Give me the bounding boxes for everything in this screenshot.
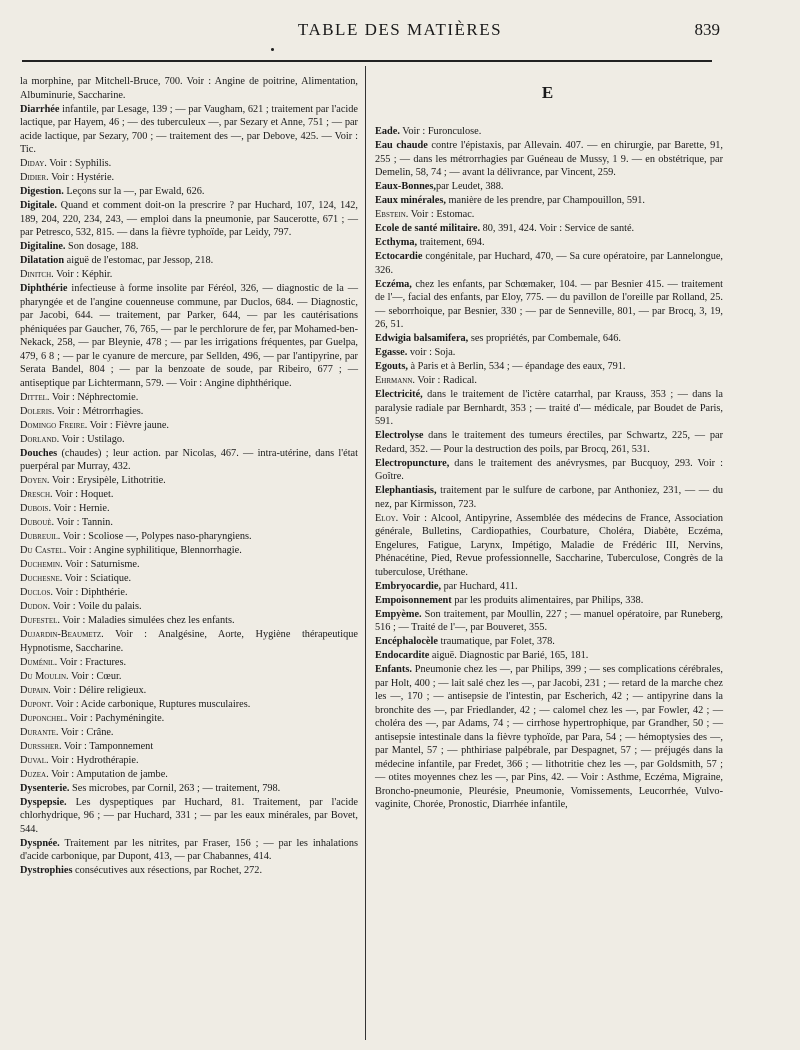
entry-heading: Diarrhée bbox=[20, 103, 60, 115]
index-entry bbox=[375, 180, 723, 194]
entry-text: Voir : Analgésine, Aorte, Hygiène thérapeutique Hypnotisme, Saccharine. bbox=[20, 629, 358, 654]
entry-heading: Empyème. bbox=[375, 608, 422, 620]
entry-text: Voir : Scoliose —, Polypes naso-pharyngiens. bbox=[60, 531, 252, 542]
entry-heading: Electricité, bbox=[375, 389, 423, 400]
index-entry bbox=[375, 250, 723, 277]
entry-text: Son traitement, par Moullin, 227 ; — manuel opératoire, par Runeberg, 516 ; — Traité de l'—, par Bouveret, 355. bbox=[375, 608, 723, 633]
entry-text: Les dyspeptiques par Huchard, 81. Traitement, par l'acide chlorhydrique, 96 ; — par Huchard, 331 ; — par les eaux minérales, par Bovet, 544. bbox=[20, 796, 358, 835]
header-rule bbox=[22, 60, 712, 62]
entry-text: Voir : Fièvre jaune. bbox=[87, 419, 170, 431]
entry-heading: Dufestel. bbox=[20, 615, 60, 626]
index-entry bbox=[375, 208, 723, 222]
index-entry bbox=[20, 698, 358, 712]
entry-text: Voir : Voile du palais. bbox=[50, 601, 142, 612]
entry-heading: Digitale. bbox=[20, 200, 57, 211]
index-entry bbox=[20, 670, 358, 684]
entry-heading: Ecole de santé militaire. bbox=[375, 223, 481, 234]
entry-text: par Huchard, 411. bbox=[441, 580, 518, 592]
index-entry bbox=[375, 360, 723, 374]
entry-heading: Dinitch. bbox=[20, 269, 54, 280]
index-entry bbox=[375, 125, 723, 139]
index-entry bbox=[375, 635, 723, 649]
index-entry bbox=[375, 346, 723, 360]
entry-text: traitement, 694. bbox=[417, 237, 485, 248]
index-entry bbox=[20, 502, 358, 516]
entry-heading: Eaux minérales, bbox=[375, 195, 446, 206]
entry-heading: Dorland. bbox=[20, 433, 60, 445]
entry-heading: Dubois. bbox=[20, 503, 52, 514]
entry-text: Voir : Hernie. bbox=[51, 503, 110, 514]
entry-text: manière de les prendre, par Champouillon, 591. bbox=[445, 195, 645, 206]
entry-text: par Leudet, 388. bbox=[435, 181, 504, 192]
index-entry bbox=[20, 586, 358, 600]
header-dot bbox=[271, 48, 274, 51]
running-title: TABLE DES MATIÈRES bbox=[297, 20, 503, 39]
index-entry bbox=[375, 663, 723, 812]
index-entry bbox=[375, 374, 723, 388]
entry-heading: Diday. bbox=[20, 158, 47, 169]
entry-heading: Eaux-Bonnes, bbox=[375, 181, 436, 192]
index-entry bbox=[20, 282, 358, 390]
entry-text: Voir : Néphrectomie. bbox=[49, 391, 139, 403]
entry-heading: Dresch. bbox=[20, 489, 53, 500]
entry-heading: Duchemin. bbox=[20, 559, 63, 570]
right-entries bbox=[375, 125, 723, 812]
entry-heading: Dubreuil. bbox=[20, 531, 61, 542]
entry-heading: Du Moulin. bbox=[20, 670, 69, 682]
entry-heading: Du Castel. bbox=[20, 545, 67, 556]
entry-text: Voir : Maladies simulées chez les enfants. bbox=[59, 615, 235, 626]
entry-text: Voir : Estomac. bbox=[408, 209, 475, 220]
entry-text: chez les enfants, par Schœmaker, 104. — par Besnier 415. — traitement de l'—, facial des enfants, par Eloy, 775. — du pavillon de l'oreille par Rolland, 25. — seborrhoique, par Besnier, 330 ; — par de Senneville, 801, — par Brocq, 3, 19, 26, 51. bbox=[375, 278, 723, 330]
index-entry bbox=[20, 157, 358, 171]
index-entry bbox=[20, 254, 358, 268]
index-entry bbox=[20, 782, 358, 796]
entry-heading: Encéphalocèle bbox=[375, 636, 438, 647]
index-entry bbox=[20, 656, 358, 670]
index-entry bbox=[20, 614, 358, 628]
entry-heading: Durssher. bbox=[20, 740, 62, 752]
entry-heading: Douches bbox=[20, 447, 58, 459]
index-entry bbox=[20, 391, 358, 405]
index-entry bbox=[20, 171, 358, 185]
index-entry bbox=[20, 488, 358, 502]
index-entry bbox=[20, 419, 358, 433]
index-entry bbox=[20, 474, 358, 488]
entry-text: Voir : Hoquet. bbox=[52, 489, 114, 500]
entry-heading: Dudon. bbox=[20, 601, 51, 612]
index-entry bbox=[20, 628, 358, 655]
entry-text: Voir : Cœur. bbox=[68, 670, 122, 682]
entry-heading: Empoisonnement bbox=[375, 594, 452, 606]
section-letter: E bbox=[541, 83, 557, 102]
entry-text: Traitement par les nitrites, par Fraser, 156 ; — par les inhalations d'acide carbonique, par Dupont, 413, — par Chabannes, 414. bbox=[20, 837, 358, 862]
entry-text: Voir : Métrorrhagies. bbox=[54, 405, 144, 417]
entry-text: Voir : Erysipèle, Lithotritie. bbox=[49, 475, 166, 486]
entry-text: Voir : Saturnisme. bbox=[62, 559, 140, 570]
entry-text: Voir : Syphilis. bbox=[46, 158, 112, 169]
entry-text: Voir : Radical. bbox=[414, 375, 477, 386]
index-entry bbox=[375, 457, 723, 484]
index-entry bbox=[375, 594, 723, 608]
entry-heading: Eade. bbox=[375, 126, 400, 137]
entry-text: Voir : Furonculose. bbox=[399, 126, 482, 137]
index-entry bbox=[20, 572, 358, 586]
entry-heading: Enfants. bbox=[375, 664, 412, 675]
entry-text: Voir : Sciatique. bbox=[62, 573, 132, 584]
entry-heading: Eloy. bbox=[375, 512, 399, 524]
index-entry bbox=[20, 740, 358, 754]
entry-heading: Digitaline. bbox=[20, 241, 66, 252]
index-entry bbox=[375, 512, 723, 580]
entry-text: ses propriétés, par Combemale, 646. bbox=[468, 333, 621, 344]
entry-heading: Dysenterie. bbox=[20, 782, 70, 794]
left-column bbox=[20, 75, 358, 878]
index-entry bbox=[20, 726, 358, 740]
index-entry bbox=[375, 429, 723, 456]
entry-text: contre l'épistaxis, par Allevain. 407. — en chirurgie, par Barette, 91, 255 ; — dans les métrorrhagies par Guéneau de Mussy, 1 9. — en obstétrique, par Demelin, 58, 74 ; — avant la délivrance, par Vincent, 259. bbox=[375, 140, 723, 178]
entry-heading: Electrolyse bbox=[375, 430, 424, 441]
index-entry bbox=[20, 600, 358, 614]
entry-text: Voir : Tannin. bbox=[54, 517, 113, 528]
index-entry bbox=[20, 447, 358, 474]
entry-heading: Dupain. bbox=[20, 684, 51, 696]
entry-text: Ses microbes, par Cornil, 263 ; — traitement, 798. bbox=[69, 782, 281, 794]
index-entry bbox=[20, 103, 358, 157]
entry-text: dans le traitement des anévrysmes, par Bucquoy, 293. Voir : Goître. bbox=[375, 457, 723, 482]
index-entry bbox=[20, 837, 358, 864]
entry-heading: Duménil. bbox=[20, 656, 58, 668]
entry-heading: Electropuncture, bbox=[375, 457, 450, 469]
index-entry bbox=[20, 405, 358, 419]
entry-heading: Dittel. bbox=[20, 391, 50, 403]
index-entry bbox=[375, 278, 723, 332]
index-entry bbox=[20, 240, 358, 254]
index-entry bbox=[375, 484, 723, 511]
entry-text: Voir : Képhir. bbox=[53, 269, 113, 280]
entry-text: consécutives aux résections, par Rochet, 272. bbox=[72, 865, 263, 876]
entry-heading: Domingo Freire. bbox=[20, 419, 88, 431]
entry-heading: Didier. bbox=[20, 172, 49, 183]
entry-heading: Eczéma, bbox=[375, 278, 412, 290]
entry-text: Voir : Diphthérie. bbox=[52, 587, 128, 598]
index-entry bbox=[20, 268, 358, 282]
entry-heading: Dupont. bbox=[20, 698, 54, 710]
index-entry bbox=[375, 236, 723, 250]
index-entry bbox=[375, 139, 723, 180]
index-entry bbox=[20, 684, 358, 698]
entry-heading: Dyspepsie. bbox=[20, 796, 67, 808]
entry-text: traumatique, par Folet, 378. bbox=[437, 636, 555, 647]
entry-text: Voir : Acide carbonique, Ruptures musculaires. bbox=[53, 698, 251, 710]
entry-text: Voir : Fractures. bbox=[57, 656, 127, 668]
entry-heading: Dyspnée. bbox=[20, 837, 60, 849]
entry-heading: Eau chaude bbox=[375, 140, 428, 151]
entry-heading: Durante. bbox=[20, 726, 59, 738]
entry-heading: Ebstein. bbox=[375, 209, 409, 220]
index-entry bbox=[20, 75, 358, 102]
index-entry bbox=[20, 433, 358, 447]
right-column bbox=[375, 75, 723, 812]
entry-text: Pneumonie chez les —, par Philips, 399 ; — ses complications cérébrales, par Holt, 400 ; — lait salé chez les —, par Jacobi, 231 ; — retard de la marche chez les —, 170 ; — antisepsie de l'intestin, par Escherich, 42 ; — antipyrine dans la bronchite des —, par Friedlander, 42 ; — calomel chez les —, par Fowler, 42 ; — choléra des —, par Adams, 74 ; — cirrhose hypertrophique, par Grandher, 50 ; — antisepsie intestinale dans la fièvre typhoïde, par Para, 54 ; — hémoptysies des —, par Mantel, 57 ; — phthiriase palpébrale, par Despagnet, 57 ; — préjugés dans la médecine infantile, par Fredet, 366 ; — lithotritie chez les —, par Goldsmith, 57 ; — otites moyennes chez les —, par Pins, 42. — Voir : Asthme, Eczéma, Migraine, Broncho-pneumonie, Pleurésie, Pneumonie, Vomissements, Leucorrhée, Vulvo-vaginite, Chorée, Pronostic, Diarrhée infantile, bbox=[375, 664, 723, 810]
entry-heading: Dystrophies bbox=[20, 865, 73, 876]
entry-heading: Duval. bbox=[20, 754, 49, 766]
entry-heading: Duzea. bbox=[20, 768, 49, 780]
entry-text: Son dosage, 188. bbox=[65, 241, 139, 252]
index-entry bbox=[20, 712, 358, 726]
index-entry bbox=[375, 388, 723, 429]
entry-text: Voir : Délire religieux. bbox=[50, 684, 147, 696]
entry-heading: Ehrmann. bbox=[375, 375, 415, 386]
entry-heading: Egouts, bbox=[375, 361, 408, 372]
entry-heading: Doleris. bbox=[20, 405, 55, 417]
index-entry bbox=[20, 199, 358, 240]
entry-text: par les produits alimentaires, par Philips, 338. bbox=[451, 594, 644, 606]
entry-text: aiguë. Diagnostic par Barié, 165, 181. bbox=[429, 650, 589, 661]
entry-text: Voir : Tamponnement bbox=[61, 740, 154, 752]
entry-heading: Embryocardie, bbox=[375, 580, 442, 592]
entry-text: Voir : Amputation de jambe. bbox=[48, 768, 168, 780]
entry-heading: Digestion. bbox=[20, 186, 64, 197]
index-entry bbox=[375, 608, 723, 635]
entry-text: Voir : Crâne. bbox=[58, 726, 114, 738]
index-entry bbox=[20, 544, 358, 558]
index-entry bbox=[20, 768, 358, 782]
index-entry bbox=[20, 558, 358, 572]
entry-text: traitement par le sulfure de carbone, par Anthoniez, 231, — — du nez, par Kirmisson, 723. bbox=[375, 485, 723, 510]
entry-heading: Duponchel. bbox=[20, 712, 68, 724]
entry-text: Quand et comment doit-on la prescrire ? par Huchard, 107, 124, 142, 189, 204, 220, 234, 243, — emploi dans la pneumonie, par Saucerotte, 671 ; — par Petresco, 532, 815. — dans la fièvre typhoïde, par Leidy, 797. bbox=[20, 200, 358, 238]
entry-heading: Dubouè. bbox=[20, 517, 55, 528]
index-entry bbox=[20, 864, 358, 878]
entry-text: dans le traitement de l'ictère catarrhal, par Krauss, 353 ; — dans la paralysie radiale par Bernhardt, 353 ; — traité d'— médicale, par Boudet de Paris, 591. bbox=[375, 389, 723, 427]
index-entry bbox=[375, 222, 723, 236]
entry-heading: Doyen. bbox=[20, 475, 50, 486]
index-entry bbox=[20, 516, 358, 530]
index-entry bbox=[375, 580, 723, 594]
entry-text: 80, 391, 424. Voir : Service de santé. bbox=[480, 223, 635, 234]
entry-text: la morphine, par Mitchell-Bruce, 700. Voir : Angine de poitrine, Alimentation, Albuminurie, Saccharine. bbox=[20, 76, 358, 101]
entry-text: infantile, par Lesage, 139 ; — par Vaugham, 621 ; traitement par l'acide lactique, par Hayem, 46 ; — des tuberculeux —, par Sezary et Anne, 751 ; — par acide lactique, par Sezary, 700 ; — traitement des —, par Debove, 425. — Voir : Tic. bbox=[20, 103, 358, 155]
entry-heading: Dilatation bbox=[20, 255, 65, 266]
entry-heading: Duchesne. bbox=[20, 573, 63, 584]
page-number: 839 bbox=[694, 20, 720, 39]
index-entry bbox=[20, 754, 358, 768]
entry-text: Leçons sur la —, par Ewald, 626. bbox=[63, 186, 205, 197]
entry-heading: Dujardin-Beaumetz. bbox=[20, 629, 104, 640]
entry-text: dans le traitement des tumeurs érectiles, par Schwartz, 225, — par Redard, 352. — Pour la destruction des poils, par Brocq, 261, 531. bbox=[375, 430, 723, 455]
index-entry bbox=[20, 185, 358, 199]
entry-heading: Ectocardie bbox=[375, 251, 423, 262]
entry-text: voir : Soja. bbox=[407, 347, 456, 358]
entry-text: Voir : Hydrothérapie. bbox=[48, 754, 139, 766]
entry-text: Voir : Alcool, Antipyrine, Assemblée des médecins de France, Association générale, Bulletins, Cardiopathies, Courbature, Choléra, Diabète, Eczéma, Engelures, Fatigue, Larynx, Impétigo, Maladie de Frédéric III, Nervins, Phénacétine, Pied, Revue professionnelle, Saccharine, Tuberculose, Congrès de la tuberculose, Uréthane. bbox=[375, 512, 723, 578]
entry-text: aiguë de l'estomac, par Jessop, 218. bbox=[64, 255, 214, 266]
entry-heading: Duclos. bbox=[20, 587, 53, 598]
entry-heading: Egasse. bbox=[375, 347, 408, 358]
index-entry bbox=[375, 649, 723, 663]
entry-text: infectieuse à forme insolite par Féréol, 326, — diagnostic de la — pharyngée et de l'angine couenneuse commune, par Duclos, 684. — Diagnostic, par Jacobi, 644. — traitement, par Parker, 644, — par les cautérisations phéniquées par Gaucher, 76, 765, — par le perchlorure de fer, par Mohamed-ben-Nekack, 258, — par Bleynie, 478 ; — par les irrigations fréquentes, par Guelpa, 479, 6 8 ; — par le cyanure de mercure, par Sellden, 496, — par l'antipyrine, par Serata Bandel, 804 ; — par la benzoate de soude, par Ribeiro, 677 ; — antiseptique par Lichtermann, 579. — Voir : Angine diphthérique. bbox=[20, 283, 358, 389]
index-entry bbox=[20, 530, 358, 544]
column-divider bbox=[365, 66, 366, 1040]
entry-text: Voir : Pachyméningite. bbox=[67, 712, 165, 724]
entry-heading: Edwigia balsamifera, bbox=[375, 333, 469, 344]
entry-heading: Ecthyma, bbox=[375, 237, 418, 248]
entry-text: (chaudes) ; leur action. par Nicolas, 467. — intra-utérine, dans l'état puerpéral par Murray, 432. bbox=[20, 447, 358, 472]
index-entry bbox=[375, 194, 723, 208]
entry-heading: Diphthérie bbox=[20, 283, 68, 294]
entry-text: Voir : Ustilago. bbox=[59, 433, 125, 445]
entry-heading: Elephantiasis, bbox=[375, 485, 437, 496]
entry-text: Voir : Angine syphilitique, Blennorrhagie. bbox=[66, 545, 242, 556]
entry-heading: Endocardite bbox=[375, 650, 430, 661]
index-entry bbox=[20, 796, 358, 837]
entry-text: congénitale, par Huchard, 470, — Sa cure opératoire, par Lannelongue, 326. bbox=[375, 251, 723, 276]
entry-text: à Paris et à Berlin, 534 ; — épandage des eaux, 791. bbox=[407, 361, 626, 372]
entry-text: Voir : Hystérie. bbox=[48, 172, 115, 183]
index-entry bbox=[375, 332, 723, 346]
